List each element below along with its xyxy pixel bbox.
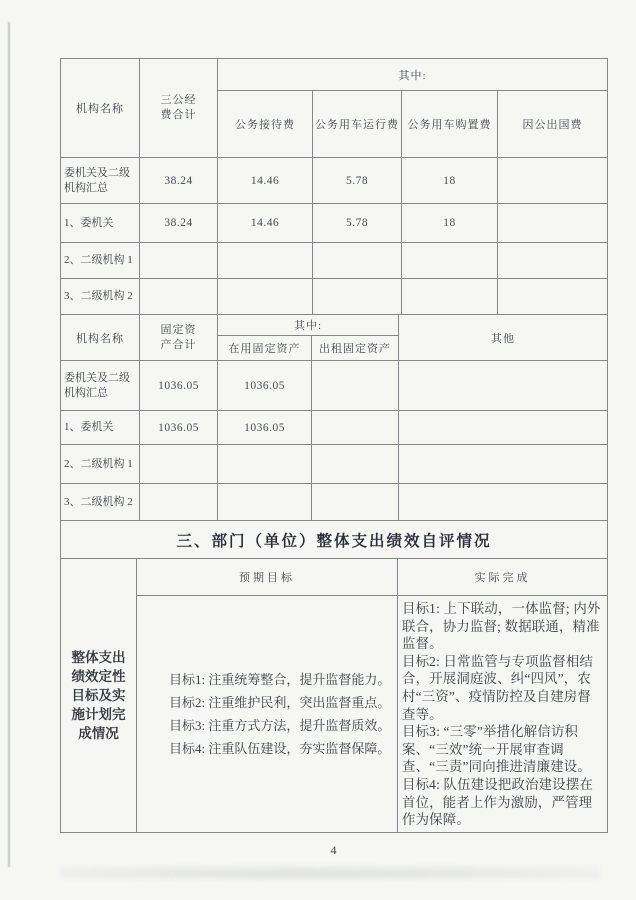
value-cell	[312, 361, 399, 411]
reception-fee-header: 公务接待费	[218, 91, 313, 158]
value-cell	[140, 445, 218, 484]
overseas-trip-header: 因公出国费	[498, 91, 608, 158]
actual-completion-header: 实际完成	[398, 559, 608, 596]
value-cell	[312, 411, 399, 445]
inuse-assets-header: 在用固定资产	[218, 336, 312, 361]
assets-total-header-text: 固定资产合计	[160, 323, 197, 351]
page-number: 4	[330, 842, 337, 857]
table-row	[61, 445, 608, 484]
value-cell	[399, 361, 608, 411]
value-cell	[498, 243, 608, 279]
value-cell	[140, 279, 218, 315]
rented-assets-header: 出租固定资产	[312, 336, 399, 361]
assets-total-header	[140, 315, 218, 361]
value-cell: 18	[402, 204, 498, 243]
header-row	[61, 59, 608, 91]
scan-artifact-smudge	[60, 864, 600, 882]
value-cell: 18	[402, 158, 498, 204]
table-row	[61, 484, 608, 521]
document-content	[60, 58, 607, 858]
value-cell	[399, 445, 608, 484]
org-cell: 2、二级机构 1	[61, 243, 140, 279]
vehicle-operation-header: 公务用车运行费	[313, 91, 402, 158]
scan-artifact-line	[8, 22, 10, 867]
other-header: 其他	[399, 315, 608, 361]
sangong-expense-table	[60, 58, 608, 315]
value-cell	[313, 243, 402, 279]
value-cell: 1036.05	[218, 411, 312, 445]
section-title: 三、部门（单位）整体支出绩效自评情况	[61, 521, 608, 559]
row-label-cell	[61, 559, 137, 833]
org-cell: 3、二级机构 2	[61, 484, 140, 521]
row-label-text: 整体支出绩效定性目标及实施计划完成情况	[71, 649, 126, 741]
value-cell: 1036.05	[140, 361, 218, 411]
table-row	[61, 596, 608, 833]
org-cell: 3、二级机构 2	[61, 279, 140, 315]
table-row	[61, 158, 608, 204]
value-cell	[498, 204, 608, 243]
org-cell: 委机关及二级机构汇总	[61, 158, 140, 204]
org-cell: 2、二级机构 1	[61, 445, 140, 484]
value-cell	[402, 279, 498, 315]
value-cell	[498, 158, 608, 204]
value-cell: 14.46	[218, 158, 313, 204]
section-title-row	[61, 521, 608, 559]
value-cell: 5.78	[313, 204, 402, 243]
goal-paragraph: 目标3: 注重方式方法，提升监督质效。	[169, 717, 391, 733]
sangong-total-header	[140, 59, 218, 158]
org-cell: 1、委机关	[61, 411, 140, 445]
of-which-header: 其中:	[218, 59, 608, 91]
org-cell: 1、委机关	[61, 204, 140, 243]
of-which-header: 其中:	[218, 315, 399, 336]
value-cell: 14.46	[218, 204, 313, 243]
fixed-assets-table	[60, 314, 608, 521]
value-cell	[312, 484, 399, 521]
value-cell	[218, 445, 312, 484]
org-name-header: 机构名称	[61, 315, 140, 361]
performance-self-evaluation-table	[60, 520, 608, 833]
goal-paragraph: 目标2: 注重维护民利，突出监督重点。	[169, 694, 391, 710]
value-cell: 1036.05	[140, 411, 218, 445]
table-row	[61, 243, 608, 279]
value-cell	[498, 279, 608, 315]
expected-goal-header: 预期目标	[137, 559, 398, 596]
value-cell: 38.24	[140, 204, 218, 243]
value-cell	[140, 243, 218, 279]
header-row	[61, 315, 608, 336]
actual-completion-cell	[398, 596, 608, 833]
value-cell	[140, 484, 218, 521]
value-cell: 1036.05	[218, 361, 312, 411]
org-cell: 委机关及二级机构汇总	[61, 361, 140, 411]
goal-paragraph: 目标1: 注重统筹整合，提升监督能力。	[169, 671, 391, 687]
value-cell	[218, 484, 312, 521]
value-cell	[218, 243, 313, 279]
value-cell	[399, 484, 608, 521]
header-row	[61, 559, 608, 596]
table-row	[61, 411, 608, 445]
expected-goals-cell	[137, 596, 398, 833]
actual-paragraph: 目标1: 上下联动，一体监督; 内外联合，协力监督; 数据联通，精准监督。	[402, 601, 601, 652]
table-row	[61, 361, 608, 411]
sangong-total-header-text: 三公经费合计	[160, 94, 197, 121]
goal-paragraph: 目标4: 注重队伍建设，夯实监督保障。	[169, 740, 391, 756]
value-cell: 38.24	[140, 158, 218, 204]
org-name-header: 机构名称	[61, 59, 140, 158]
vehicle-purchase-header: 公务用车购置费	[402, 91, 498, 158]
value-cell	[399, 411, 608, 445]
table-row	[61, 204, 608, 243]
actual-paragraph: 目标3: “三零”举措化解信访积案、“三效”统一开展审查调查、“三责”同向推进清廉建设。	[402, 724, 591, 775]
actual-paragraph: 目标4: 队伍建设把政治建设摆在首位，能者上作为激励，严管理作为保障。	[402, 776, 594, 828]
value-cell	[312, 445, 399, 484]
table-row	[61, 279, 608, 315]
value-cell	[313, 279, 402, 315]
value-cell	[402, 243, 498, 279]
value-cell: 5.78	[313, 158, 402, 204]
value-cell	[218, 279, 313, 315]
actual-paragraph: 目标2: 日常监管与专项监督相结合，开展洞庭波、纠“四风”，农村“三资”、疫情防控及自建房督查等。	[402, 653, 594, 722]
